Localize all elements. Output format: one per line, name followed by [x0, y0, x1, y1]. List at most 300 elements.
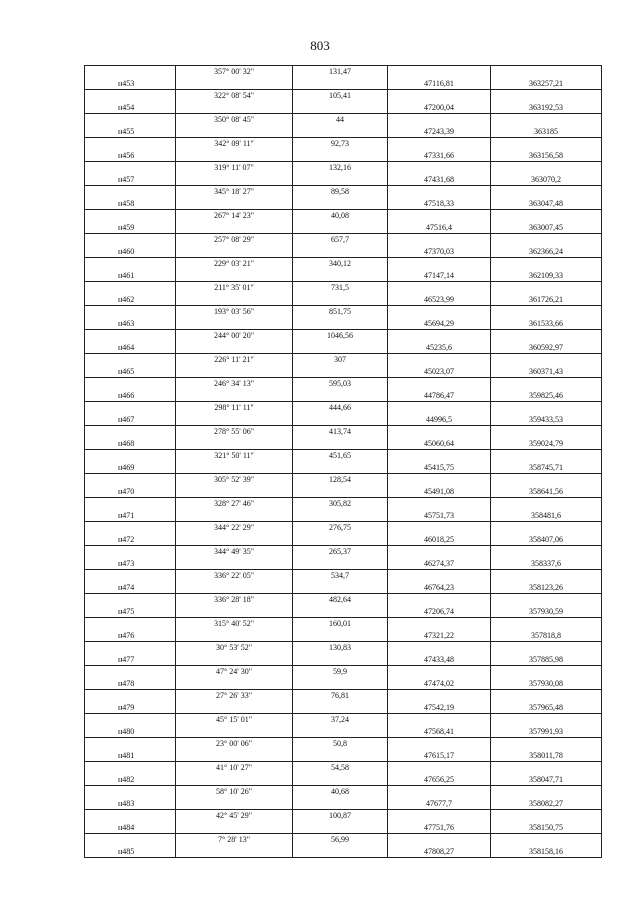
x-coordinate-cell: 45491,08: [388, 486, 491, 498]
table-row-segment: [85, 426, 602, 438]
x-coordinate-cell: [388, 570, 491, 582]
point-name-cell: н476: [85, 630, 176, 642]
point-name-cell: [85, 834, 176, 846]
x-coordinate-cell: [388, 282, 491, 294]
x-coordinate-cell: [388, 210, 491, 222]
angle-cell: 350° 08' 45": [176, 114, 293, 126]
y-coordinate-cell: 357991,93: [491, 726, 602, 738]
page-number: 803: [310, 38, 330, 53]
length-cell: 595,03: [293, 378, 388, 390]
length-cell: [293, 846, 388, 858]
length-cell: 50,8: [293, 738, 388, 750]
table-row-segment: [85, 90, 602, 102]
y-coordinate-cell: [491, 594, 602, 606]
point-name-cell: н467: [85, 414, 176, 426]
y-coordinate-cell: [491, 474, 602, 486]
point-name-cell: н462: [85, 294, 176, 306]
y-coordinate-cell: 358337,6: [491, 558, 602, 570]
y-coordinate-cell: [491, 498, 602, 510]
angle-cell: [176, 630, 293, 642]
y-coordinate-cell: [491, 618, 602, 630]
length-cell: [293, 102, 388, 114]
length-cell: [293, 510, 388, 522]
length-cell: [293, 486, 388, 498]
y-coordinate-cell: [491, 138, 602, 150]
table-row-point: [85, 462, 602, 474]
y-coordinate-cell: [491, 642, 602, 654]
point-name-cell: [85, 594, 176, 606]
point-name-cell: н460: [85, 246, 176, 258]
point-name-cell: н466: [85, 390, 176, 402]
angle-cell: [176, 126, 293, 138]
length-cell: [293, 774, 388, 786]
y-coordinate-cell: [491, 522, 602, 534]
x-coordinate-cell: 45415,75: [388, 462, 491, 474]
y-coordinate-cell: 363185: [491, 126, 602, 138]
table-row-segment: [85, 474, 602, 486]
x-coordinate-cell: [388, 474, 491, 486]
x-coordinate-cell: 44786,47: [388, 390, 491, 402]
angle-cell: 246° 34' 13": [176, 378, 293, 390]
length-cell: 413,74: [293, 426, 388, 438]
table-row-segment: [85, 810, 602, 822]
table-row-point: [85, 126, 602, 138]
length-cell: 534,7: [293, 570, 388, 582]
point-name-cell: н458: [85, 198, 176, 210]
angle-cell: 244° 00' 20": [176, 330, 293, 342]
y-coordinate-cell: [491, 330, 602, 342]
point-name-cell: [85, 546, 176, 558]
y-coordinate-cell: [491, 666, 602, 678]
y-coordinate-cell: [491, 162, 602, 174]
y-coordinate-cell: [491, 234, 602, 246]
x-coordinate-cell: 47677,7: [388, 798, 491, 810]
x-coordinate-cell: [388, 330, 491, 342]
length-cell: 340,12: [293, 258, 388, 270]
table-row-segment: [85, 546, 602, 558]
y-coordinate-cell: 363257,21: [491, 78, 602, 90]
angle-cell: 30° 53' 52": [176, 642, 293, 654]
length-cell: 851,75: [293, 306, 388, 318]
angle-cell: [176, 150, 293, 162]
length-cell: [293, 198, 388, 210]
length-cell: 40,08: [293, 210, 388, 222]
point-name-cell: [85, 162, 176, 174]
x-coordinate-cell: [388, 138, 491, 150]
y-coordinate-cell: [491, 738, 602, 750]
angle-cell: [176, 198, 293, 210]
y-coordinate-cell: [491, 426, 602, 438]
angle-cell: 58° 10' 26": [176, 786, 293, 798]
length-cell: 265,37: [293, 546, 388, 558]
point-name-cell: [85, 330, 176, 342]
angle-cell: 345° 18' 27": [176, 186, 293, 198]
x-coordinate-cell: 47243,39: [388, 126, 491, 138]
angle-cell: [176, 702, 293, 714]
table-row-point: [85, 246, 602, 258]
angle-cell: 278° 55' 06": [176, 426, 293, 438]
point-name-cell: н480: [85, 726, 176, 738]
length-cell: [293, 726, 388, 738]
angle-cell: [176, 534, 293, 546]
point-name-cell: [85, 498, 176, 510]
table-row-segment: [85, 114, 602, 126]
x-coordinate-cell: 46523,99: [388, 294, 491, 306]
angle-cell: [176, 390, 293, 402]
y-coordinate-cell: 358082,27: [491, 798, 602, 810]
y-coordinate-cell: [491, 450, 602, 462]
angle-cell: [176, 78, 293, 90]
point-name-cell: н473: [85, 558, 176, 570]
y-coordinate-cell: 358123,26: [491, 582, 602, 594]
table-row-point: [85, 78, 602, 90]
length-cell: 451,65: [293, 450, 388, 462]
y-coordinate-cell: [491, 114, 602, 126]
table-row-segment: [85, 522, 602, 534]
y-coordinate-cell: 363007,45: [491, 222, 602, 234]
point-name-cell: н475: [85, 606, 176, 618]
table-row-point: [85, 630, 602, 642]
length-cell: [293, 318, 388, 330]
table-row-point: [85, 270, 602, 282]
length-cell: [293, 798, 388, 810]
table-row-point: [85, 726, 602, 738]
table-row-segment: [85, 594, 602, 606]
point-name-cell: н479: [85, 702, 176, 714]
angle-cell: [176, 726, 293, 738]
x-coordinate-cell: 47200,04: [388, 102, 491, 114]
angle-cell: 315° 40' 52": [176, 618, 293, 630]
x-coordinate-cell: [388, 186, 491, 198]
table-row-point: [85, 438, 602, 450]
angle-cell: [176, 318, 293, 330]
point-name-cell: [85, 450, 176, 462]
x-coordinate-cell: 45060,64: [388, 438, 491, 450]
length-cell: 160,01: [293, 618, 388, 630]
x-coordinate-cell: 47431,68: [388, 174, 491, 186]
angle-cell: 211° 35' 01": [176, 282, 293, 294]
angle-cell: 193° 03' 56": [176, 306, 293, 318]
x-coordinate-cell: [388, 498, 491, 510]
table-row-point: [85, 534, 602, 546]
length-cell: 305,82: [293, 498, 388, 510]
angle-cell: 257° 08' 29": [176, 234, 293, 246]
x-coordinate-cell: 47568,41: [388, 726, 491, 738]
point-name-cell: [85, 474, 176, 486]
length-cell: 444,66: [293, 402, 388, 414]
point-name-cell: [85, 138, 176, 150]
x-coordinate-cell: 47370,03: [388, 246, 491, 258]
y-coordinate-cell: [491, 570, 602, 582]
y-coordinate-cell: [491, 690, 602, 702]
y-coordinate-cell: 358481,6: [491, 510, 602, 522]
y-coordinate-cell: 358158,16: [491, 846, 602, 858]
length-cell: [293, 438, 388, 450]
point-name-cell: [85, 66, 176, 78]
point-name-cell: н457: [85, 174, 176, 186]
point-name-cell: н474: [85, 582, 176, 594]
table-row-segment: [85, 378, 602, 390]
y-coordinate-cell: 363156,58: [491, 150, 602, 162]
y-coordinate-cell: [491, 402, 602, 414]
y-coordinate-cell: [491, 546, 602, 558]
table-row-segment: [85, 186, 602, 198]
angle-cell: 7° 28' 13": [176, 834, 293, 846]
length-cell: [293, 654, 388, 666]
table-row-point: [85, 414, 602, 426]
angle-cell: [176, 270, 293, 282]
length-cell: [293, 558, 388, 570]
point-name-cell: н471: [85, 510, 176, 522]
length-cell: [293, 270, 388, 282]
angle-cell: 41° 10' 27": [176, 762, 293, 774]
length-cell: 1046,56: [293, 330, 388, 342]
angle-cell: 42° 45' 29": [176, 810, 293, 822]
angle-cell: 45° 15' 01": [176, 714, 293, 726]
table-row-segment: [85, 690, 602, 702]
length-cell: 44: [293, 114, 388, 126]
angle-cell: 226° 11' 21": [176, 354, 293, 366]
table-row-segment: [85, 618, 602, 630]
point-name-cell: [85, 738, 176, 750]
point-name-cell: н484: [85, 822, 176, 834]
coordinates-table-body: [85, 66, 602, 858]
x-coordinate-cell: 45235,6: [388, 342, 491, 354]
angle-cell: [176, 822, 293, 834]
table-row-point: [85, 150, 602, 162]
length-cell: [293, 822, 388, 834]
table-row-segment: [85, 834, 602, 846]
length-cell: 307: [293, 354, 388, 366]
y-coordinate-cell: 359433,53: [491, 414, 602, 426]
x-coordinate-cell: 47615,17: [388, 750, 491, 762]
y-coordinate-cell: 358047,71: [491, 774, 602, 786]
table-row-segment: [85, 66, 602, 78]
y-coordinate-cell: [491, 378, 602, 390]
table-row-point: [85, 654, 602, 666]
length-cell: 89,58: [293, 186, 388, 198]
table-row-point: [85, 558, 602, 570]
length-cell: [293, 222, 388, 234]
length-cell: [293, 294, 388, 306]
x-coordinate-cell: 45751,73: [388, 510, 491, 522]
length-cell: 130,83: [293, 642, 388, 654]
length-cell: [293, 678, 388, 690]
table-row-segment: [85, 642, 602, 654]
angle-cell: 328° 27' 46": [176, 498, 293, 510]
length-cell: 76,81: [293, 690, 388, 702]
y-coordinate-cell: 357930,59: [491, 606, 602, 618]
point-name-cell: н464: [85, 342, 176, 354]
x-coordinate-cell: [388, 402, 491, 414]
point-name-cell: [85, 714, 176, 726]
point-name-cell: [85, 618, 176, 630]
length-cell: [293, 366, 388, 378]
angle-cell: 23° 00' 06": [176, 738, 293, 750]
x-coordinate-cell: 47331,66: [388, 150, 491, 162]
point-name-cell: [85, 282, 176, 294]
table-row-segment: [85, 330, 602, 342]
y-coordinate-cell: 357930,08: [491, 678, 602, 690]
y-coordinate-cell: 358150,75: [491, 822, 602, 834]
length-cell: 128,54: [293, 474, 388, 486]
table-row-segment: [85, 162, 602, 174]
length-cell: 657,7: [293, 234, 388, 246]
point-name-cell: [85, 642, 176, 654]
point-name-cell: [85, 306, 176, 318]
x-coordinate-cell: [388, 450, 491, 462]
table-row-segment: [85, 762, 602, 774]
y-coordinate-cell: [491, 186, 602, 198]
angle-cell: [176, 846, 293, 858]
angle-cell: 357° 00' 32": [176, 66, 293, 78]
table-row-point: [85, 798, 602, 810]
y-coordinate-cell: 358011,78: [491, 750, 602, 762]
y-coordinate-cell: 361726,21: [491, 294, 602, 306]
angle-cell: 305° 52' 39": [176, 474, 293, 486]
x-coordinate-cell: 45023,07: [388, 366, 491, 378]
angle-cell: [176, 102, 293, 114]
table-row-point: [85, 222, 602, 234]
x-coordinate-cell: [388, 762, 491, 774]
length-cell: [293, 150, 388, 162]
x-coordinate-cell: [388, 714, 491, 726]
point-name-cell: [85, 426, 176, 438]
length-cell: 56,99: [293, 834, 388, 846]
length-cell: [293, 702, 388, 714]
angle-cell: 336° 22' 05": [176, 570, 293, 582]
angle-cell: 319° 11' 07": [176, 162, 293, 174]
y-coordinate-cell: [491, 834, 602, 846]
length-cell: 40,68: [293, 786, 388, 798]
y-coordinate-cell: 363070,2: [491, 174, 602, 186]
table-row-point: [85, 366, 602, 378]
length-cell: [293, 78, 388, 90]
point-name-cell: [85, 786, 176, 798]
point-name-cell: н455: [85, 126, 176, 138]
length-cell: 54,58: [293, 762, 388, 774]
angle-cell: [176, 582, 293, 594]
x-coordinate-cell: 47751,76: [388, 822, 491, 834]
angle-cell: 229° 03' 21": [176, 258, 293, 270]
y-coordinate-cell: [491, 810, 602, 822]
x-coordinate-cell: 47516,4: [388, 222, 491, 234]
angle-cell: [176, 798, 293, 810]
x-coordinate-cell: 46764,23: [388, 582, 491, 594]
y-coordinate-cell: 359024,79: [491, 438, 602, 450]
table-row-segment: [85, 402, 602, 414]
table-row-segment: [85, 282, 602, 294]
y-coordinate-cell: 358407,06: [491, 534, 602, 546]
x-coordinate-cell: [388, 162, 491, 174]
table-row-segment: [85, 714, 602, 726]
x-coordinate-cell: 45694,29: [388, 318, 491, 330]
length-cell: [293, 606, 388, 618]
table-row-point: [85, 318, 602, 330]
x-coordinate-cell: [388, 354, 491, 366]
x-coordinate-cell: 47542,19: [388, 702, 491, 714]
x-coordinate-cell: 47206,74: [388, 606, 491, 618]
angle-cell: 27° 26' 33": [176, 690, 293, 702]
angle-cell: [176, 510, 293, 522]
angle-cell: [176, 606, 293, 618]
length-cell: 482,64: [293, 594, 388, 606]
angle-cell: 342° 09' 11": [176, 138, 293, 150]
point-name-cell: [85, 114, 176, 126]
angle-cell: [176, 366, 293, 378]
angle-cell: 321° 50' 11": [176, 450, 293, 462]
angle-cell: 298° 11' 11": [176, 402, 293, 414]
table-row-segment: [85, 306, 602, 318]
point-name-cell: н459: [85, 222, 176, 234]
length-cell: 100,87: [293, 810, 388, 822]
table-row-segment: [85, 234, 602, 246]
angle-cell: 322° 08' 54": [176, 90, 293, 102]
table-row-point: [85, 774, 602, 786]
table-row-point: [85, 678, 602, 690]
x-coordinate-cell: [388, 666, 491, 678]
point-name-cell: н470: [85, 486, 176, 498]
length-cell: 731,5: [293, 282, 388, 294]
table-row-point: [85, 582, 602, 594]
y-coordinate-cell: [491, 210, 602, 222]
point-name-cell: н483: [85, 798, 176, 810]
point-name-cell: [85, 90, 176, 102]
x-coordinate-cell: 44996,5: [388, 414, 491, 426]
x-coordinate-cell: [388, 114, 491, 126]
x-coordinate-cell: [388, 618, 491, 630]
angle-cell: [176, 222, 293, 234]
point-name-cell: н481: [85, 750, 176, 762]
table-row-segment: [85, 738, 602, 750]
x-coordinate-cell: 47321,22: [388, 630, 491, 642]
table-row-segment: [85, 210, 602, 222]
x-coordinate-cell: [388, 690, 491, 702]
angle-cell: 344° 49' 35": [176, 546, 293, 558]
point-name-cell: [85, 402, 176, 414]
point-name-cell: н461: [85, 270, 176, 282]
angle-cell: [176, 438, 293, 450]
y-coordinate-cell: 360592,97: [491, 342, 602, 354]
angle-cell: [176, 414, 293, 426]
length-cell: 131,47: [293, 66, 388, 78]
length-cell: [293, 126, 388, 138]
length-cell: 92,73: [293, 138, 388, 150]
y-coordinate-cell: 363047,48: [491, 198, 602, 210]
table-row-point: [85, 846, 602, 858]
point-name-cell: [85, 210, 176, 222]
table-row-point: [85, 750, 602, 762]
table-row-point: [85, 510, 602, 522]
point-name-cell: [85, 762, 176, 774]
table-row-segment: [85, 450, 602, 462]
length-cell: [293, 414, 388, 426]
length-cell: 276,75: [293, 522, 388, 534]
x-coordinate-cell: [388, 426, 491, 438]
x-coordinate-cell: [388, 234, 491, 246]
point-name-cell: [85, 354, 176, 366]
point-name-cell: [85, 666, 176, 678]
table-row-segment: [85, 354, 602, 366]
length-cell: [293, 174, 388, 186]
y-coordinate-cell: [491, 762, 602, 774]
y-coordinate-cell: 358745,71: [491, 462, 602, 474]
point-name-cell: н485: [85, 846, 176, 858]
point-name-cell: н482: [85, 774, 176, 786]
y-coordinate-cell: 361533,66: [491, 318, 602, 330]
x-coordinate-cell: 47116,81: [388, 78, 491, 90]
y-coordinate-cell: [491, 66, 602, 78]
